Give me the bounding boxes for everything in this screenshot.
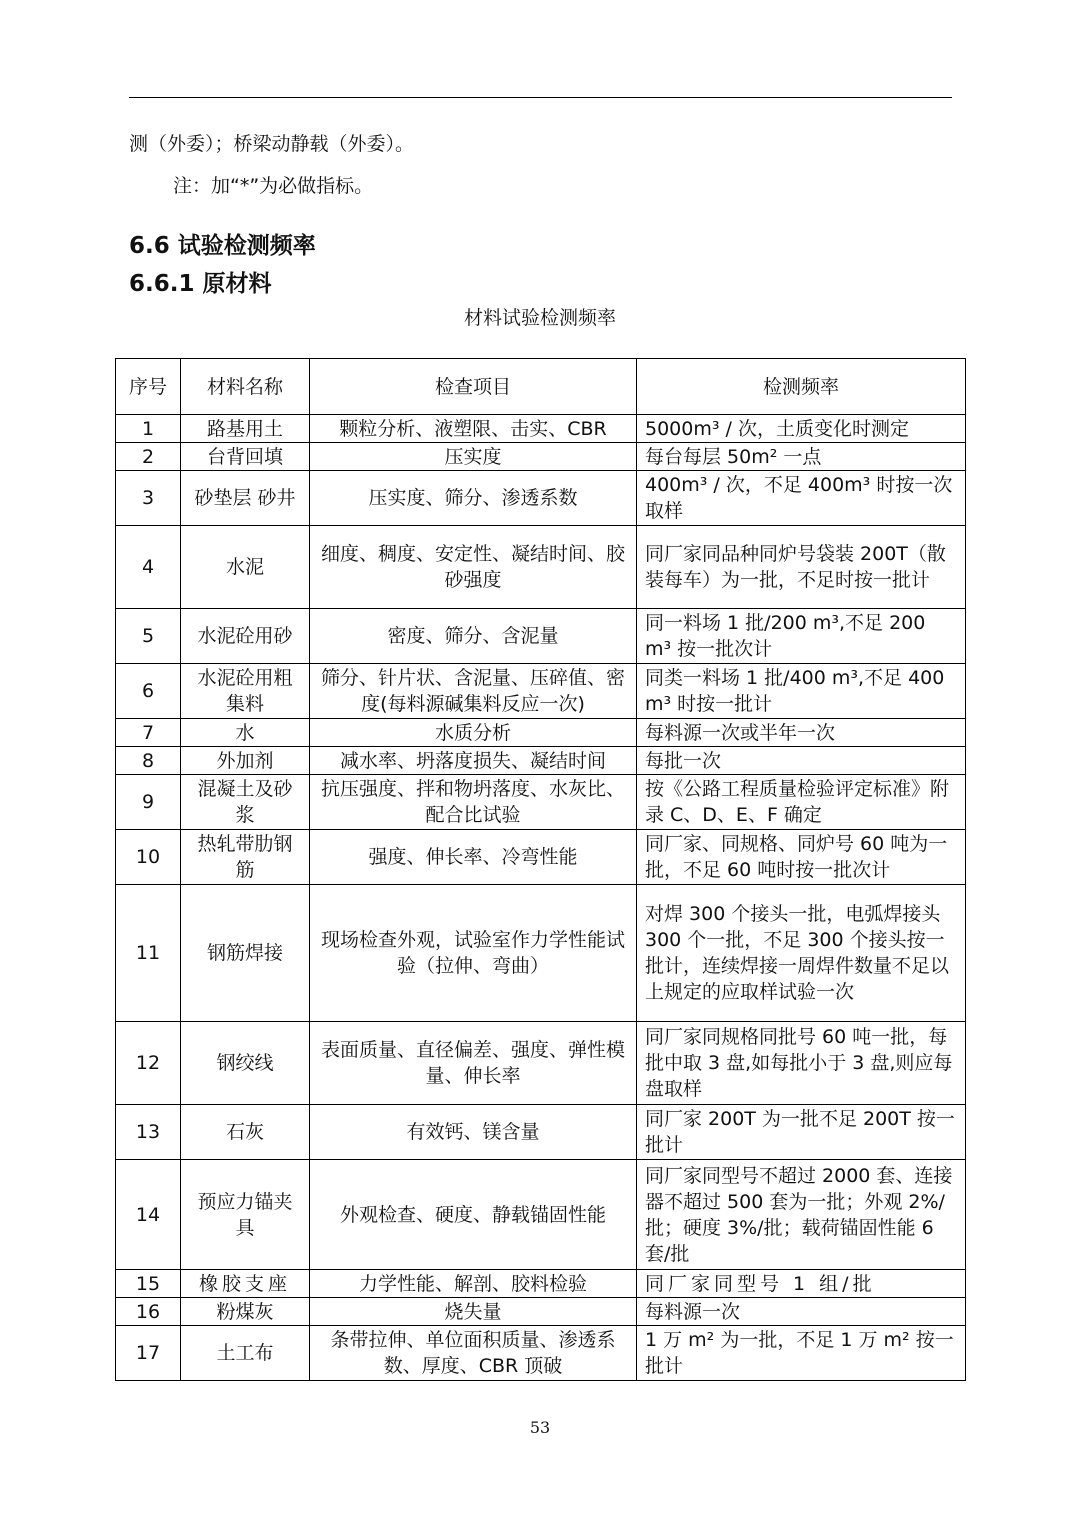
cell-no: 6 <box>116 664 181 719</box>
table-row <box>116 1160 966 1270</box>
cell-material-name: 土工布 <box>181 1326 310 1381</box>
table-row <box>116 1022 966 1105</box>
cell-no: 9 <box>116 775 181 830</box>
cell-no: 3 <box>116 471 181 526</box>
cell-test-frequency: 同厂家同型号 1 组/批 <box>637 1270 966 1298</box>
cell-check-items: 筛分、针片状、含泥量、压碎值、密度(每料源碱集料反应一次) <box>310 664 637 719</box>
cell-check-items: 水质分析 <box>310 719 637 747</box>
cell-test-frequency: 每批一次 <box>637 747 966 775</box>
cell-check-items: 条带拉伸、单位面积质量、渗透系数、厚度、CBR 顶破 <box>310 1326 637 1381</box>
table-row <box>116 1105 966 1160</box>
cell-check-items: 烧失量 <box>310 1298 637 1326</box>
header-frequency: 检测频率 <box>637 359 966 415</box>
table-row <box>116 443 966 471</box>
cell-no: 8 <box>116 747 181 775</box>
cell-material-name: 钢绞线 <box>181 1022 310 1105</box>
cell-test-frequency: 同厂家、同规格、同炉号 60 吨为一批，不足 60 吨时按一批次计 <box>637 830 966 885</box>
cell-test-frequency: 同厂家同规格同批号 60 吨一批，每批中取 3 盘,如每批小于 3 盘,则应每盘取样 <box>637 1022 966 1105</box>
cell-material-name: 混凝土及砂浆 <box>181 775 310 830</box>
table-row <box>116 526 966 609</box>
table-row <box>116 830 966 885</box>
cell-no: 10 <box>116 830 181 885</box>
section-heading: 6.6 试验检测频率 <box>129 233 316 259</box>
header-no: 序号 <box>116 359 181 415</box>
cell-test-frequency: 每台每层 50m² 一点 <box>637 443 966 471</box>
cell-check-items: 压实度、筛分、渗透系数 <box>310 471 637 526</box>
cell-check-items: 减水率、坍落度损失、凝结时间 <box>310 747 637 775</box>
cell-material-name: 水泥砼用砂 <box>181 609 310 664</box>
page-number: 53 <box>529 1418 551 1437</box>
cell-no: 7 <box>116 719 181 747</box>
table-row <box>116 885 966 1022</box>
header-rule <box>129 97 952 98</box>
table-row <box>116 609 966 664</box>
cell-check-items: 力学性能、解剖、胶料检验 <box>310 1270 637 1298</box>
cell-test-frequency: 对焊 300 个接头一批，电弧焊接头 300 个一批，不足 300 个接头按一批计，连续焊接一周焊件数量不足以上规定的应取样试验一次 <box>637 885 966 1022</box>
cell-no: 1 <box>116 415 181 443</box>
cell-material-name: 石灰 <box>181 1105 310 1160</box>
table-row <box>116 1270 966 1298</box>
cell-no: 15 <box>116 1270 181 1298</box>
cell-check-items: 颗粒分析、液塑限、击实、CBR <box>310 415 637 443</box>
table-row <box>116 471 966 526</box>
cell-test-frequency: 1 万 m² 为一批，不足 1 万 m² 按一批计 <box>637 1326 966 1381</box>
header-items: 检查项目 <box>310 359 637 415</box>
cell-test-frequency: 同厂家同品种同炉号袋装 200T（散装每车）为一批，不足时按一批计 <box>637 526 966 609</box>
table-header-row <box>116 359 966 415</box>
cell-no: 17 <box>116 1326 181 1381</box>
note-line: 注：加“*”为必做指标。 <box>173 175 374 197</box>
cell-check-items: 强度、伸长率、冷弯性能 <box>310 830 637 885</box>
cell-no: 11 <box>116 885 181 1022</box>
cell-material-name: 水 <box>181 719 310 747</box>
cell-no: 12 <box>116 1022 181 1105</box>
subsection-heading: 6.6.1 原材料 <box>129 271 272 297</box>
cell-material-name: 热轧带肋钢筋 <box>181 830 310 885</box>
table-row <box>116 719 966 747</box>
table-row <box>116 1326 966 1381</box>
cell-material-name: 钢筋焊接 <box>181 885 310 1022</box>
cell-material-name: 橡胶支座 <box>181 1270 310 1298</box>
cell-material-name: 水泥 <box>181 526 310 609</box>
cell-test-frequency: 同类一料场 1 批/400 m³,不足 400 m³ 时按一批计 <box>637 664 966 719</box>
cell-material-name: 砂垫层 砂井 <box>181 471 310 526</box>
header-name: 材料名称 <box>181 359 310 415</box>
cell-test-frequency: 同一料场 1 批/200 m³,不足 200 m³ 按一批次计 <box>637 609 966 664</box>
table-row <box>116 415 966 443</box>
cell-no: 4 <box>116 526 181 609</box>
table-caption: 材料试验检测频率 <box>463 307 616 329</box>
cell-check-items: 表面质量、直径偏差、强度、弹性模量、伸长率 <box>310 1022 637 1105</box>
table-row <box>116 775 966 830</box>
cell-test-frequency: 每料源一次或半年一次 <box>637 719 966 747</box>
cell-material-name: 路基用土 <box>181 415 310 443</box>
cell-material-name: 预应力锚夹具 <box>181 1160 310 1270</box>
cell-check-items: 压实度 <box>310 443 637 471</box>
cell-test-frequency: 同厂家同型号不超过 2000 套、连接器不超过 500 套为一批；外观 2%/批；硬度 3%/批；载荷锚固性能 6 套/批 <box>637 1160 966 1270</box>
cell-check-items: 外观检查、硬度、静载锚固性能 <box>310 1160 637 1270</box>
cell-material-name: 外加剂 <box>181 747 310 775</box>
cell-test-frequency: 每料源一次 <box>637 1298 966 1326</box>
cell-test-frequency: 同厂家 200T 为一批不足 200T 按一批计 <box>637 1105 966 1160</box>
cell-no: 13 <box>116 1105 181 1160</box>
table-row <box>116 1298 966 1326</box>
cell-no: 16 <box>116 1298 181 1326</box>
cell-no: 14 <box>116 1160 181 1270</box>
cell-check-items: 抗压强度、拌和物坍落度、水灰比、配合比试验 <box>310 775 637 830</box>
cell-test-frequency: 按《公路工程质量检验评定标准》附录 C、D、E、F 确定 <box>637 775 966 830</box>
cell-test-frequency: 400m³ / 次，不足 400m³ 时按一次取样 <box>637 471 966 526</box>
cell-check-items: 有效钙、镁含量 <box>310 1105 637 1160</box>
cell-material-name: 水泥砼用粗集料 <box>181 664 310 719</box>
cell-no: 5 <box>116 609 181 664</box>
cell-test-frequency: 5000m³ / 次，土质变化时测定 <box>637 415 966 443</box>
cell-check-items: 现场检查外观，试验室作力学性能试验（拉伸、弯曲） <box>310 885 637 1022</box>
cell-check-items: 细度、稠度、安定性、凝结时间、胶砂强度 <box>310 526 637 609</box>
table-row <box>116 664 966 719</box>
cell-material-name: 台背回填 <box>181 443 310 471</box>
intro-line: 测（外委）；桥梁动静载（外委）。 <box>129 133 415 155</box>
cell-check-items: 密度、筛分、含泥量 <box>310 609 637 664</box>
cell-material-name: 粉煤灰 <box>181 1298 310 1326</box>
frequency-table <box>115 358 966 1381</box>
table-row <box>116 747 966 775</box>
cell-no: 2 <box>116 443 181 471</box>
